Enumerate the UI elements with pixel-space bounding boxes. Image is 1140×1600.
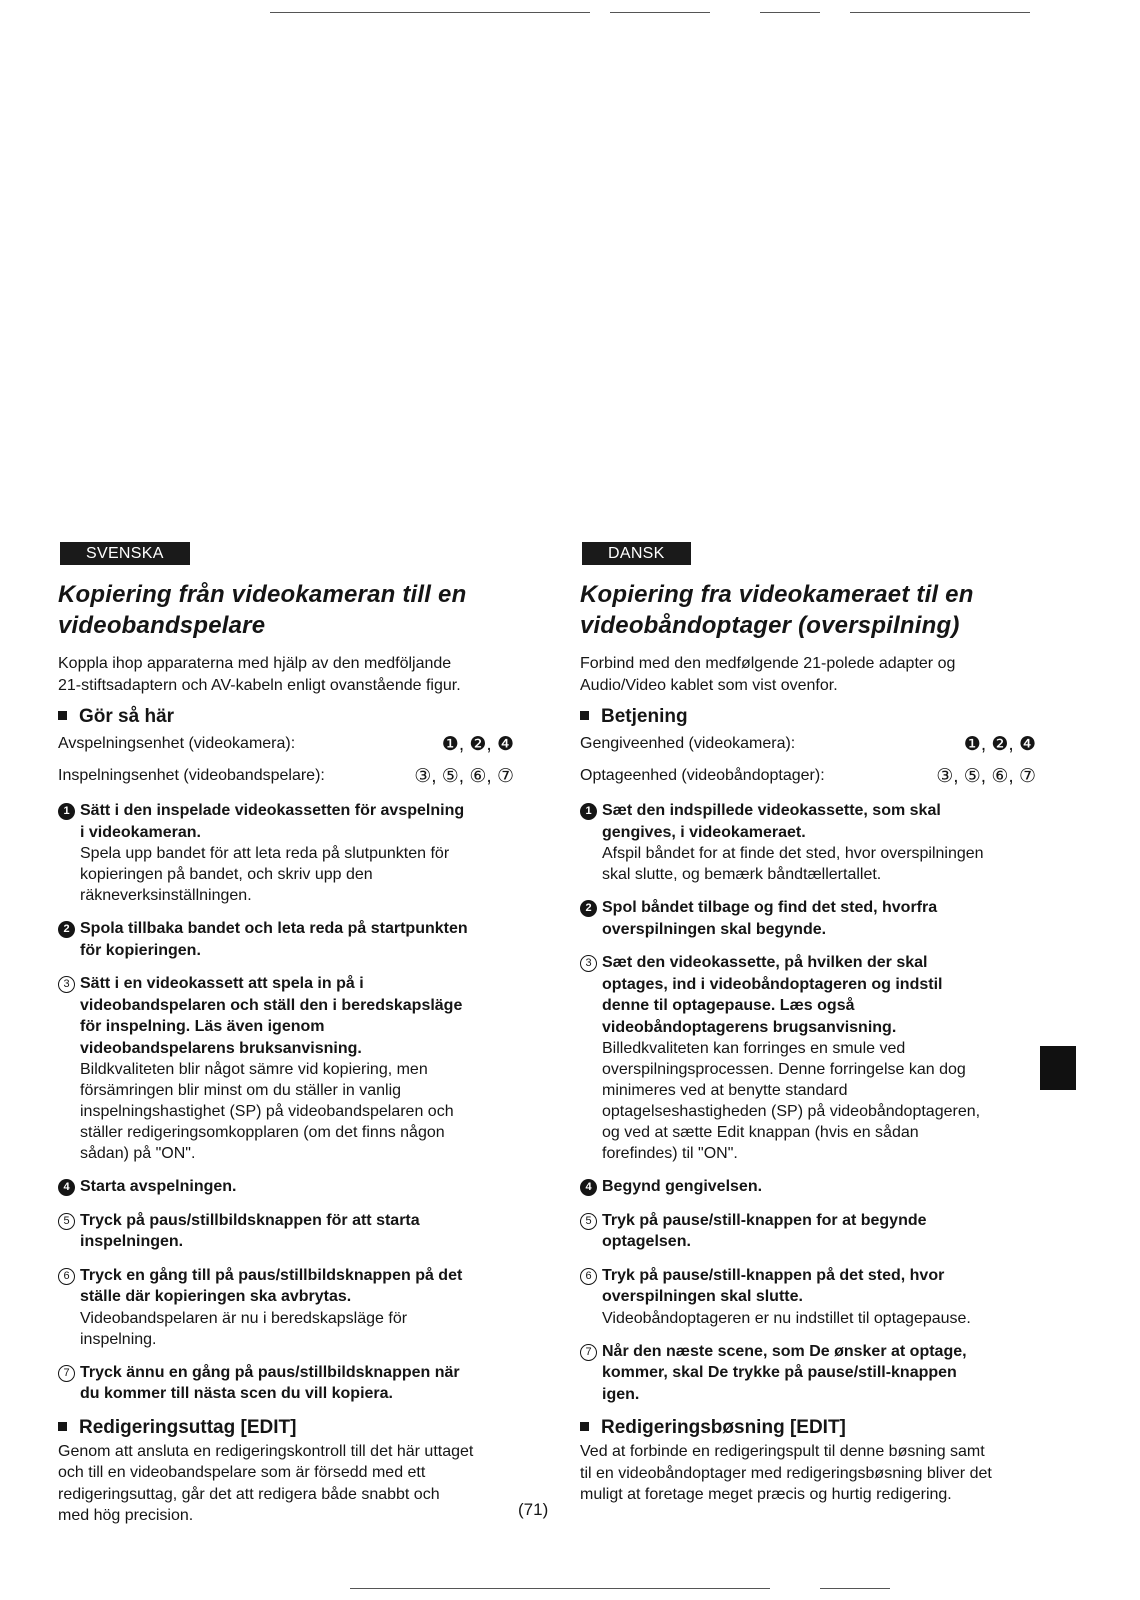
step-item (580, 1176, 1050, 1198)
step-item (58, 1265, 528, 1350)
step-note: Videobandspelaren är nu i beredskapsläge för inspelning. (80, 1309, 408, 1348)
recording-unit-row: Inspelningsenhet (videobandspelare): ③, ⑤, ⑥, ⑦ (58, 765, 514, 787)
scan-artifact-top (270, 12, 590, 13)
step-number-icon: 5 (58, 1213, 75, 1230)
edit-text: Ved at forbinde en redigeringspult til denne bøsning samt til en videobåndoptager med redigeringsbøsning bliver det muligt at foretage meget præcis og hurtig redigering. (580, 1443, 992, 1503)
step-item (58, 918, 528, 961)
edit-heading: Redigeringsbøsning [EDIT] (580, 1417, 1050, 1439)
step-number-icon: 4 (58, 1179, 75, 1196)
step-note: Billedkvaliteten kan forringes en smule ved overspilningsprocessen. Denne forringelse kan dog minimeres ved at benytte standard optagelseshastigheden (SP) på videobåndoptageren, og ved at sætte Edit knappan (hvis en sådan forefindes) til "ON". (602, 1040, 981, 1162)
square-bullet-icon (58, 1422, 67, 1431)
step-instruction: Sätt i en videokassett att spela in på i videobandspelaren och ställ den i beredskapsläge för inspelning. Läs även igenom videobandspelarens bruksanvisning. (80, 975, 463, 1057)
step-number-icon: 1 (580, 803, 597, 820)
step-number-icon: 4 (580, 1179, 597, 1196)
square-bullet-icon (58, 711, 67, 720)
step-instruction: Tryk på pause/still-knappen på det sted, hvor overspilningen skal slutte. (602, 1266, 945, 1305)
step-note: Videobåndoptageren er nu indstillet til optagepause. (602, 1309, 971, 1327)
step-number-icon: 3 (58, 976, 75, 993)
step-instruction: Sätt i den inspelade videokassetten för avspelning i videokameran. (80, 802, 465, 841)
square-bullet-icon (580, 711, 589, 720)
scan-artifact-bottom (350, 1588, 770, 1589)
step-instruction: Begynd gengivelsen. (602, 1178, 763, 1195)
language-tag: DANSK (582, 542, 691, 565)
step-item (580, 1341, 1050, 1406)
step-number-icon: 7 (580, 1344, 597, 1361)
playback-unit-row: Avspelningsenhet (videokamera): ❶, ❷, ❹ (58, 733, 514, 755)
scan-artifact-top (850, 12, 1030, 13)
recording-unit-row: Optageenhed (videobåndoptager): ③, ⑤, ⑥, ⑦ (580, 765, 1036, 787)
step-instruction: Sæt den indspillede videokassette, som skal gengives, i videokameraet. (602, 802, 941, 841)
page-number: (71) (518, 1500, 549, 1519)
step-note: Afspil båndet for at finde det sted, hvor overspilningen skal slutte, og bemærk båndtællertallet. (602, 845, 984, 883)
step-list (58, 800, 528, 1405)
step-number-icon: 7 (58, 1365, 75, 1382)
scan-artifact-top (760, 12, 820, 13)
step-instruction: Tryck ännu en gång på paus/stillbildsknappen när du kommer till nästa scen du vill kopiera. (80, 1363, 460, 1402)
step-item (580, 952, 1050, 1164)
step-instruction: Tryk på pause/still-knappen for at begynde optagelsen. (602, 1211, 927, 1250)
edit-heading: Redigeringsuttag [EDIT] (58, 1417, 528, 1439)
step-list (580, 800, 1050, 1405)
step-instruction: Sæt den videokassette, på hvilken der skal optages, ind i videobåndoptageren og indstil denne til optagepause. Læs også videobåndoptagerens brugsanvisning. (602, 954, 943, 1036)
step-number-icon: 3 (580, 955, 597, 972)
thumb-index-tab (1040, 1046, 1076, 1090)
playback-unit-row: Gengiveenhed (videokamera): ❶, ❷, ❹ (580, 733, 1036, 755)
scan-artifact-top (610, 12, 710, 13)
step-number-icon: 6 (58, 1268, 75, 1285)
step-instruction: Tryck på paus/stillbildsknappen för att starta inspelningen. (80, 1211, 420, 1250)
scan-artifact-bottom (820, 1588, 890, 1589)
step-number-icon: 2 (580, 900, 597, 917)
square-bullet-icon (580, 1422, 589, 1431)
step-item (58, 800, 528, 906)
step-number-icon: 5 (580, 1213, 597, 1230)
step-item (580, 1210, 1050, 1253)
step-note: Spela upp bandet för att leta reda på slutpunkten för kopieringen på bandet, och skriv upp den räkneverksinställningen. (80, 845, 450, 904)
intro-text: Koppla ihop apparaterna med hjälp av den medföljande 21-stiftsadaptern och AV-kabeln enligt ovanstående figur. (58, 655, 461, 694)
step-instruction: Spola tillbaka bandet och leta reda på startpunkten för kopieringen. (80, 920, 468, 959)
procedure-heading: Betjening (580, 706, 1050, 728)
step-note: Bildkvaliteten blir något sämre vid kopiering, men försämringen blir minst om du ställer in vanlig inspelningshastighet (SP) på videobandspelaren och ställer redigeringsomkopplaren (om det finns någon sådan) på "ON". (80, 1061, 454, 1162)
step-item (580, 800, 1050, 885)
step-instruction: Starta avspelningen. (80, 1178, 237, 1195)
step-item (58, 1210, 528, 1253)
intro-text: Forbind med den medfølgende 21-polede adapter og Audio/Video kablet som vist ovenfor. (580, 655, 956, 694)
step-instruction: Når den næste scene, som De ønsker at optage, kommer, skal De trykke på pause/still-knappen igen. (602, 1342, 967, 1403)
step-item (58, 1176, 528, 1198)
step-number-icon: 1 (58, 803, 75, 820)
step-number-icon: 6 (580, 1268, 597, 1285)
procedure-heading: Gör så här (58, 706, 528, 728)
step-item (580, 897, 1050, 940)
section-title: Kopiering från videokameran till en videobandspelare (58, 581, 467, 639)
dansk-column (580, 542, 1050, 1506)
step-item (580, 1265, 1050, 1329)
step-number-icon: 2 (58, 921, 75, 938)
language-tag: SVENSKA (60, 542, 190, 565)
step-item (58, 973, 528, 1164)
step-instruction: Spol båndet tilbage og find det sted, hvorfra overspilningen skal begynde. (602, 899, 938, 938)
step-instruction: Tryck en gång till på paus/stillbildsknappen på det ställe där kopieringen ska avbrytas. (80, 1266, 463, 1305)
edit-text: Genom att ansluta en redigeringskontroll till det här uttaget och till en videobandspelare som är försedd med ett redigeringsuttag, går det att redigera både snabbt och med hög precision. (58, 1442, 474, 1524)
step-item (58, 1362, 528, 1405)
section-title: Kopiering fra videokameraet til en videobåndoptager (overspilning) (580, 581, 974, 639)
svenska-column (58, 542, 528, 1527)
